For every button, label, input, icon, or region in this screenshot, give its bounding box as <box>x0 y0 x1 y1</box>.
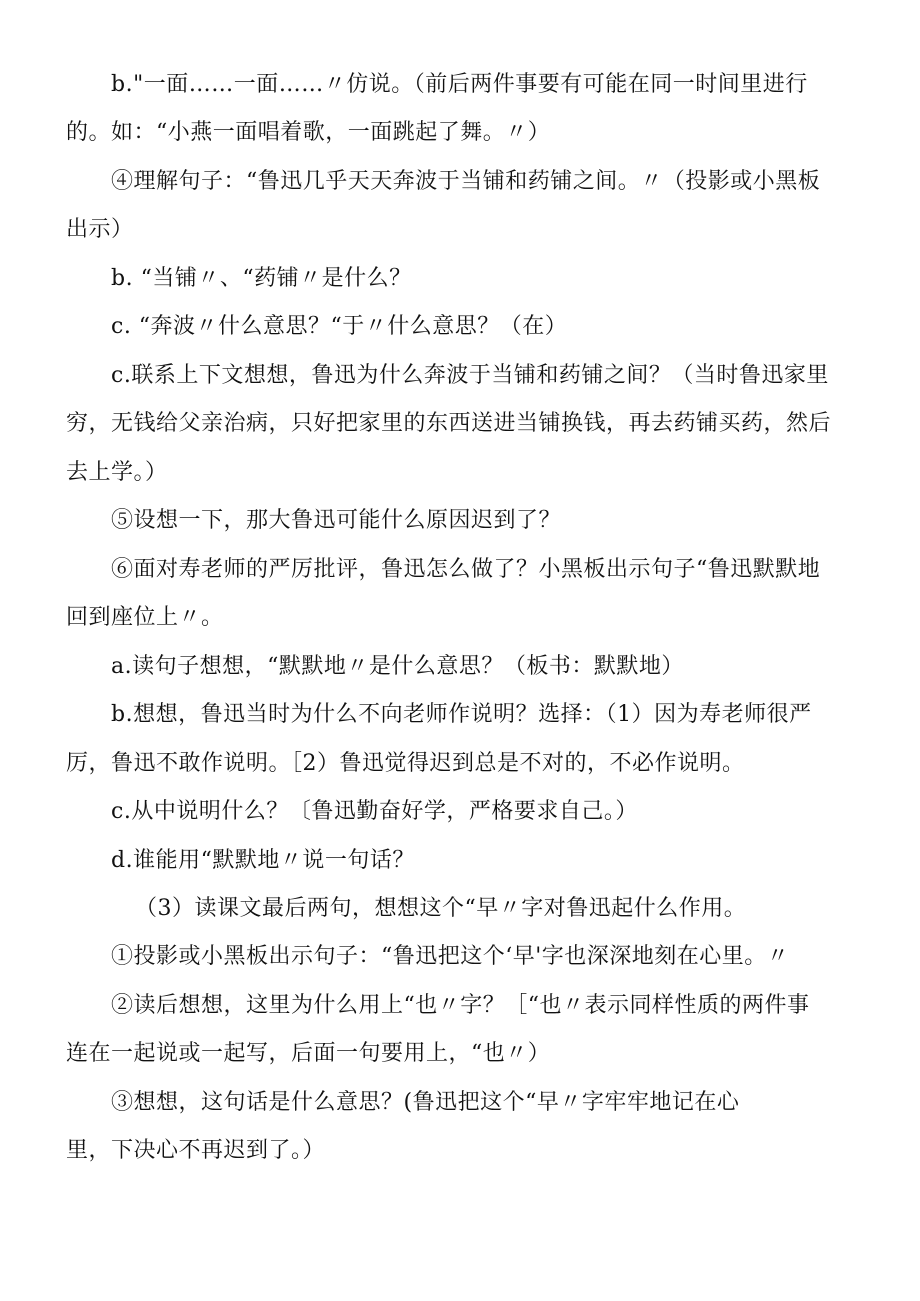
text-line: b. “当铺〃、“药铺〃是什么？ <box>111 266 412 291</box>
text-line: 出示） <box>66 217 134 242</box>
text-line: d.谁能用“默默地〃说一句话？ <box>111 848 415 873</box>
text-line: 连在一起说或一起写，后面一句要用上，“也〃） <box>66 1041 551 1066</box>
text-line: ⑤设想一下，那大鲁迅可能什么原因迟到了？ <box>111 508 562 533</box>
text-line: 回到座位上〃。 <box>66 605 224 630</box>
text-line: c.从中说明什么？〔鲁迅勤奋好学，严格要求自己。） <box>111 799 638 824</box>
text-line: 去上学。） <box>66 460 168 485</box>
text-line: a.读句子想想，“默默地〃是什么意思？（板书：默默地） <box>111 654 684 679</box>
text-line: b.想想，鲁迅当时为什么不向老师作说明？选择：（1）因为寿老师很严 <box>111 702 812 727</box>
text-line: ①投影或小黑板出示句子：“鲁迅把这个‘早'字也深深地刻在心里。〃 <box>111 944 790 969</box>
text-line: （3）读课文最后两句，想想这个“早〃字对鲁迅起什么作用。 <box>135 896 747 921</box>
text-line: 穷，无钱给父亲治病，只好把家里的东西送进当铺换钱，再去药铺买药，然后 <box>66 411 832 436</box>
text-line: ⑥面对寿老师的严厉批评，鲁迅怎么做了？小黑板出示句子“鲁迅默默地 <box>111 557 821 582</box>
text-line: c.联系上下文想想，鲁迅为什么奔波于当铺和药铺之间？（当时鲁迅家里 <box>111 363 829 388</box>
text-line: ②读后想想，这里为什么用上“也〃字？［“也〃表示同样性质的两件事 <box>111 993 810 1018</box>
text-line: c. “奔波〃什么意思？“于〃什么意思？（在） <box>111 314 568 339</box>
text-line: 里，下决心不再迟到了。） <box>66 1138 326 1163</box>
text-line: ③想想，这句话是什么意思？(鲁迅把这个“早〃字牢牢地记在心 <box>111 1090 740 1115</box>
text-line: b."一面……一面……〃仿说。（前后两件事要有可能在同一时间里进行 <box>111 72 808 97</box>
text-line: ④理解句子：“鲁迅几乎天天奔波于当铺和药铺之间。〃（投影或小黑板 <box>111 169 821 194</box>
text-line: 的。如：“小燕一面唱着歌，一面跳起了舞。〃） <box>66 120 551 145</box>
text-line: 厉，鲁迅不敢作说明。［2）鲁迅觉得迟到总是不对的，不必作说明。 <box>66 751 745 776</box>
